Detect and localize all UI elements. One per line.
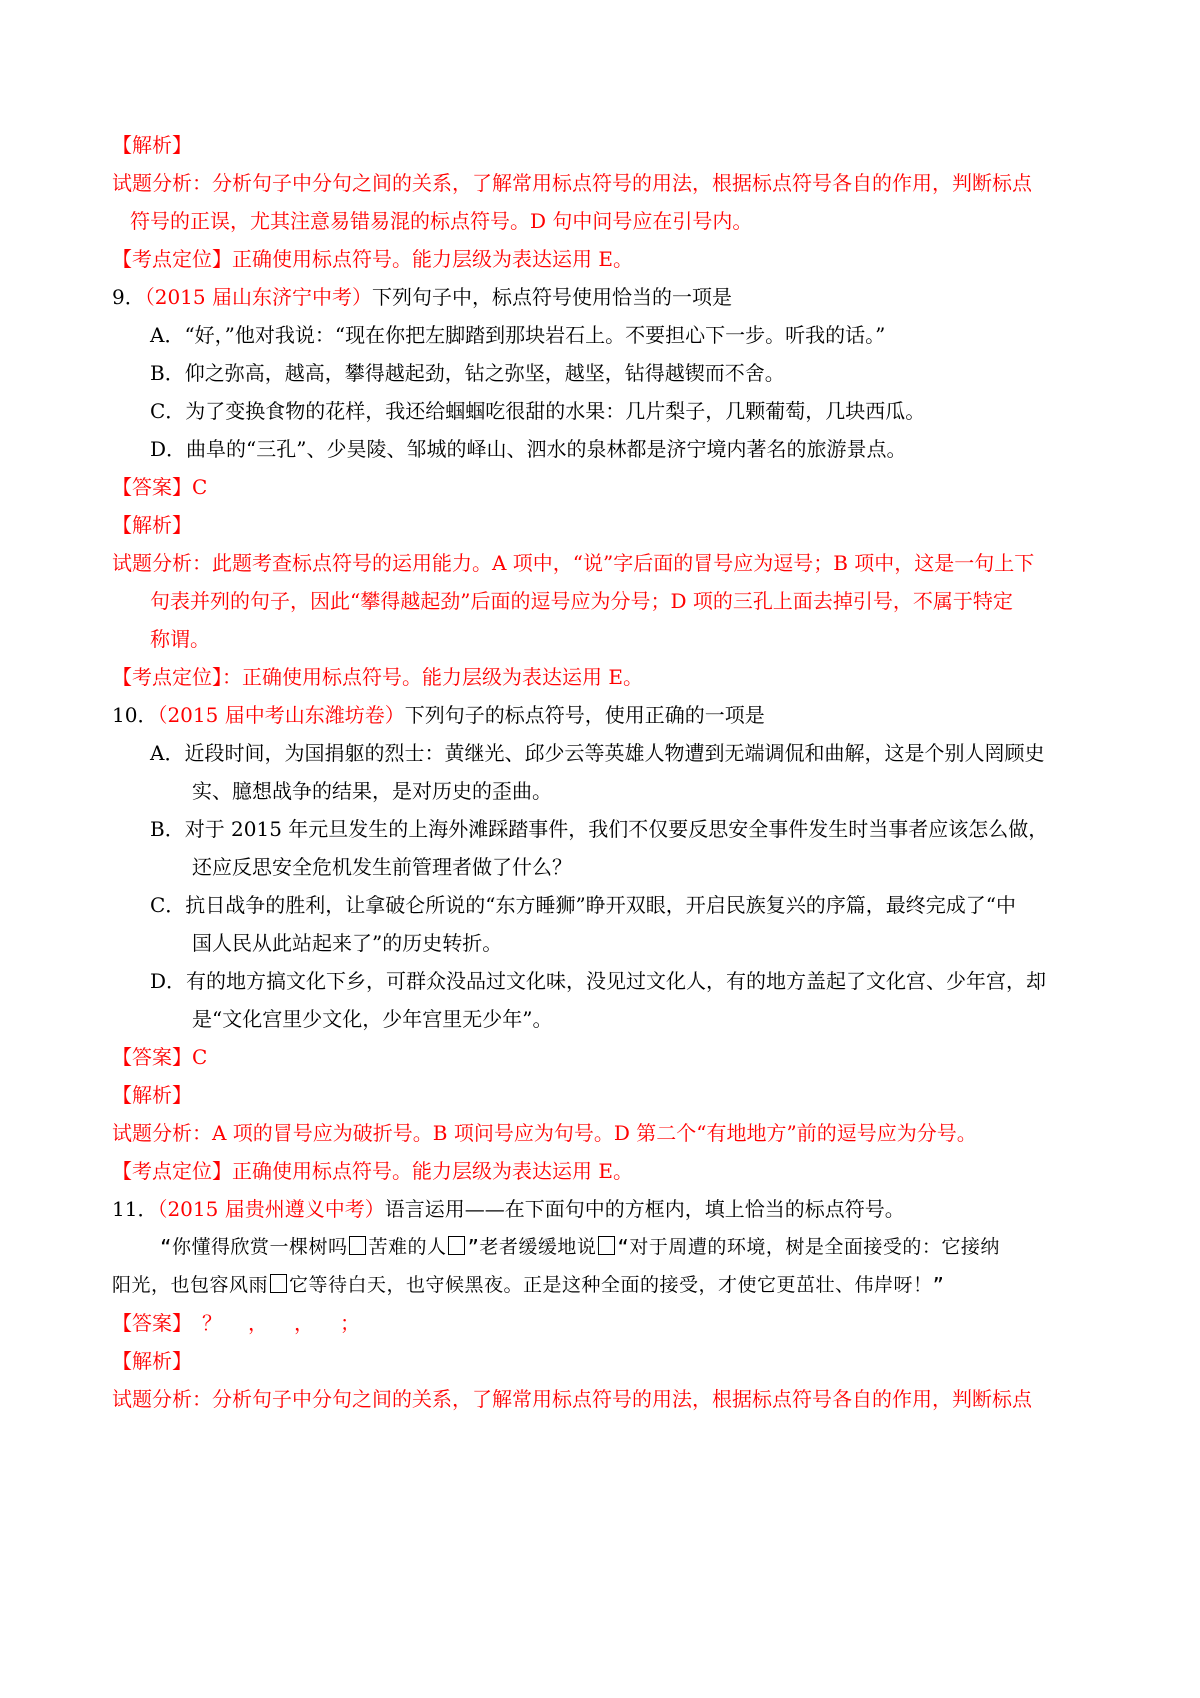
option-a: A．“好，”他对我说：“现在你把左脚踏到那块岩石上。不要担心下一步。听我的话。” [150,323,886,347]
analysis-label: 【解析】 [112,133,192,157]
passage-text: 阳光，也包容风雨 [112,1274,269,1296]
analysis-text: 句表并列的句子，因此“攀得越起劲”后面的逗号应为分号；D 项的三孔上面去掉引号，不属于特定 [150,589,1013,613]
question-10-stem [112,700,765,730]
blank-box[interactable] [349,1236,366,1255]
answer: 【答案】C [112,1045,208,1069]
key-point: 【考点定位】正确使用标点符号。能力层级为表达运用 E。 [112,247,633,271]
question-text: 语言运用——在下面句中的方框内，填上恰当的标点符号。 [384,1197,905,1221]
blank-box[interactable] [270,1274,287,1293]
option-c: C．为了变换食物的花样，我还给蝈蝈吃很甜的水果：几片梨子，几颗葡萄，几块西瓜。 [150,399,926,423]
option-b-cont: 还应反思安全危机发生前管理者做了什么？ [192,855,572,879]
option-b: B．仰之弥高，越高，攀得越起劲，钻之弥坚，越坚，钻得越锲而不舍。 [150,361,785,385]
analysis-label: 【解析】 [112,1349,192,1373]
passage-text: “对于周遭的环境，树是全面接受的：它接纳 [617,1236,1000,1258]
passage-text: “你懂得欣赏一棵树吗 [160,1236,348,1258]
option-a: A．近段时间，为国捐躯的烈士：黄继光、邱少云等英雄人物遭到无端调侃和曲解，这是个别人罔顾史 [150,741,1045,765]
answer-label: 【答案】 [112,1311,192,1335]
question-number: 10． [112,703,158,727]
analysis-text: 试题分析：此题考查标点符号的运用能力。A 项中，“说”字后面的冒号应为逗号；B 项中，这是一句上下 [112,551,1035,575]
key-point: 【考点定位】正确使用标点符号。能力层级为表达运用 E。 [112,1159,633,1183]
passage-text: 它等待白天，也守候黑夜。正是这种全面的接受，才使它更茁壮、伟岸呀！” [289,1274,945,1296]
passage-line [160,1232,1000,1262]
question-text: 下列句子中，标点符号使用恰当的一项是 [372,285,732,309]
passage-line [112,1270,944,1300]
question-number: 11． [112,1197,158,1221]
analysis-label: 【解析】 [112,513,192,537]
blank-box[interactable] [448,1236,465,1255]
answer: 【答案】C [112,475,208,499]
answer-mark: ？ [202,1311,222,1335]
question-11-stem [112,1194,905,1224]
passage-text: ”老者缓缓地说 [467,1236,597,1258]
analysis-label: 【解析】 [112,1083,192,1107]
key-point: 【考点定位】：正确使用标点符号。能力层级为表达运用 E。 [112,665,643,689]
blank-box[interactable] [598,1236,615,1255]
answer-mark: ； [340,1311,360,1335]
answer-mark: ， [248,1311,268,1335]
option-c: C．抗日战争的胜利，让拿破仑所说的“东方睡狮”睁开双眼，开启民族复兴的序篇，最终完成了“中 [150,893,1016,917]
option-b: B．对于 2015 年元旦发生的上海外滩踩踏事件，我们不仅要反思安全事件发生时当事者应该怎么做， [150,817,1049,841]
question-9-stem [112,282,732,312]
option-a-cont: 实、臆想战争的结果，是对历史的歪曲。 [192,779,552,803]
question-source: （2015 届贵州遵义中考） [157,1197,385,1221]
question-number: 9． [112,285,145,309]
answer [112,1308,386,1338]
option-d: D．曲阜的“三孔”、少昊陵、邹城的峄山、泗水的泉林都是济宁境内著名的旅游景点。 [150,437,907,461]
question-source: （2015 届山东济宁中考） [144,285,372,309]
answer-mark: ， [294,1311,314,1335]
question-text: 下列句子的标点符号，使用正确的一项是 [404,703,765,727]
analysis-text: 试题分析：分析句子中分句之间的关系，了解常用标点符号的用法，根据标点符号各自的作用，判断标点 [112,171,1032,195]
passage-text: 苦难的人 [368,1236,447,1258]
option-c-cont: 国人民从此站起来了”的历史转折。 [192,931,503,955]
analysis-text: 称谓。 [150,627,210,651]
option-d: D．有的地方搞文化下乡，可群众没品过文化味，没见过文化人，有的地方盖起了文化宫、少年宫，却 [150,969,1047,993]
analysis-text: 试题分析：分析句子中分句之间的关系，了解常用标点符号的用法，根据标点符号各自的作用，判断标点 [112,1387,1032,1411]
question-source: （2015 届中考山东潍坊卷） [157,703,405,727]
option-d-cont: 是“文化宫里少文化，少年宫里无少年”。 [192,1007,553,1031]
analysis-text: 试题分析：A 项的冒号应为破折号。B 项问号应为句号。D 第二个“有地地方”前的逗号应为分号。 [112,1121,977,1145]
analysis-text: 符号的正误，尤其注意易错易混的标点符号。D 句中问号应在引号内。 [130,209,753,233]
